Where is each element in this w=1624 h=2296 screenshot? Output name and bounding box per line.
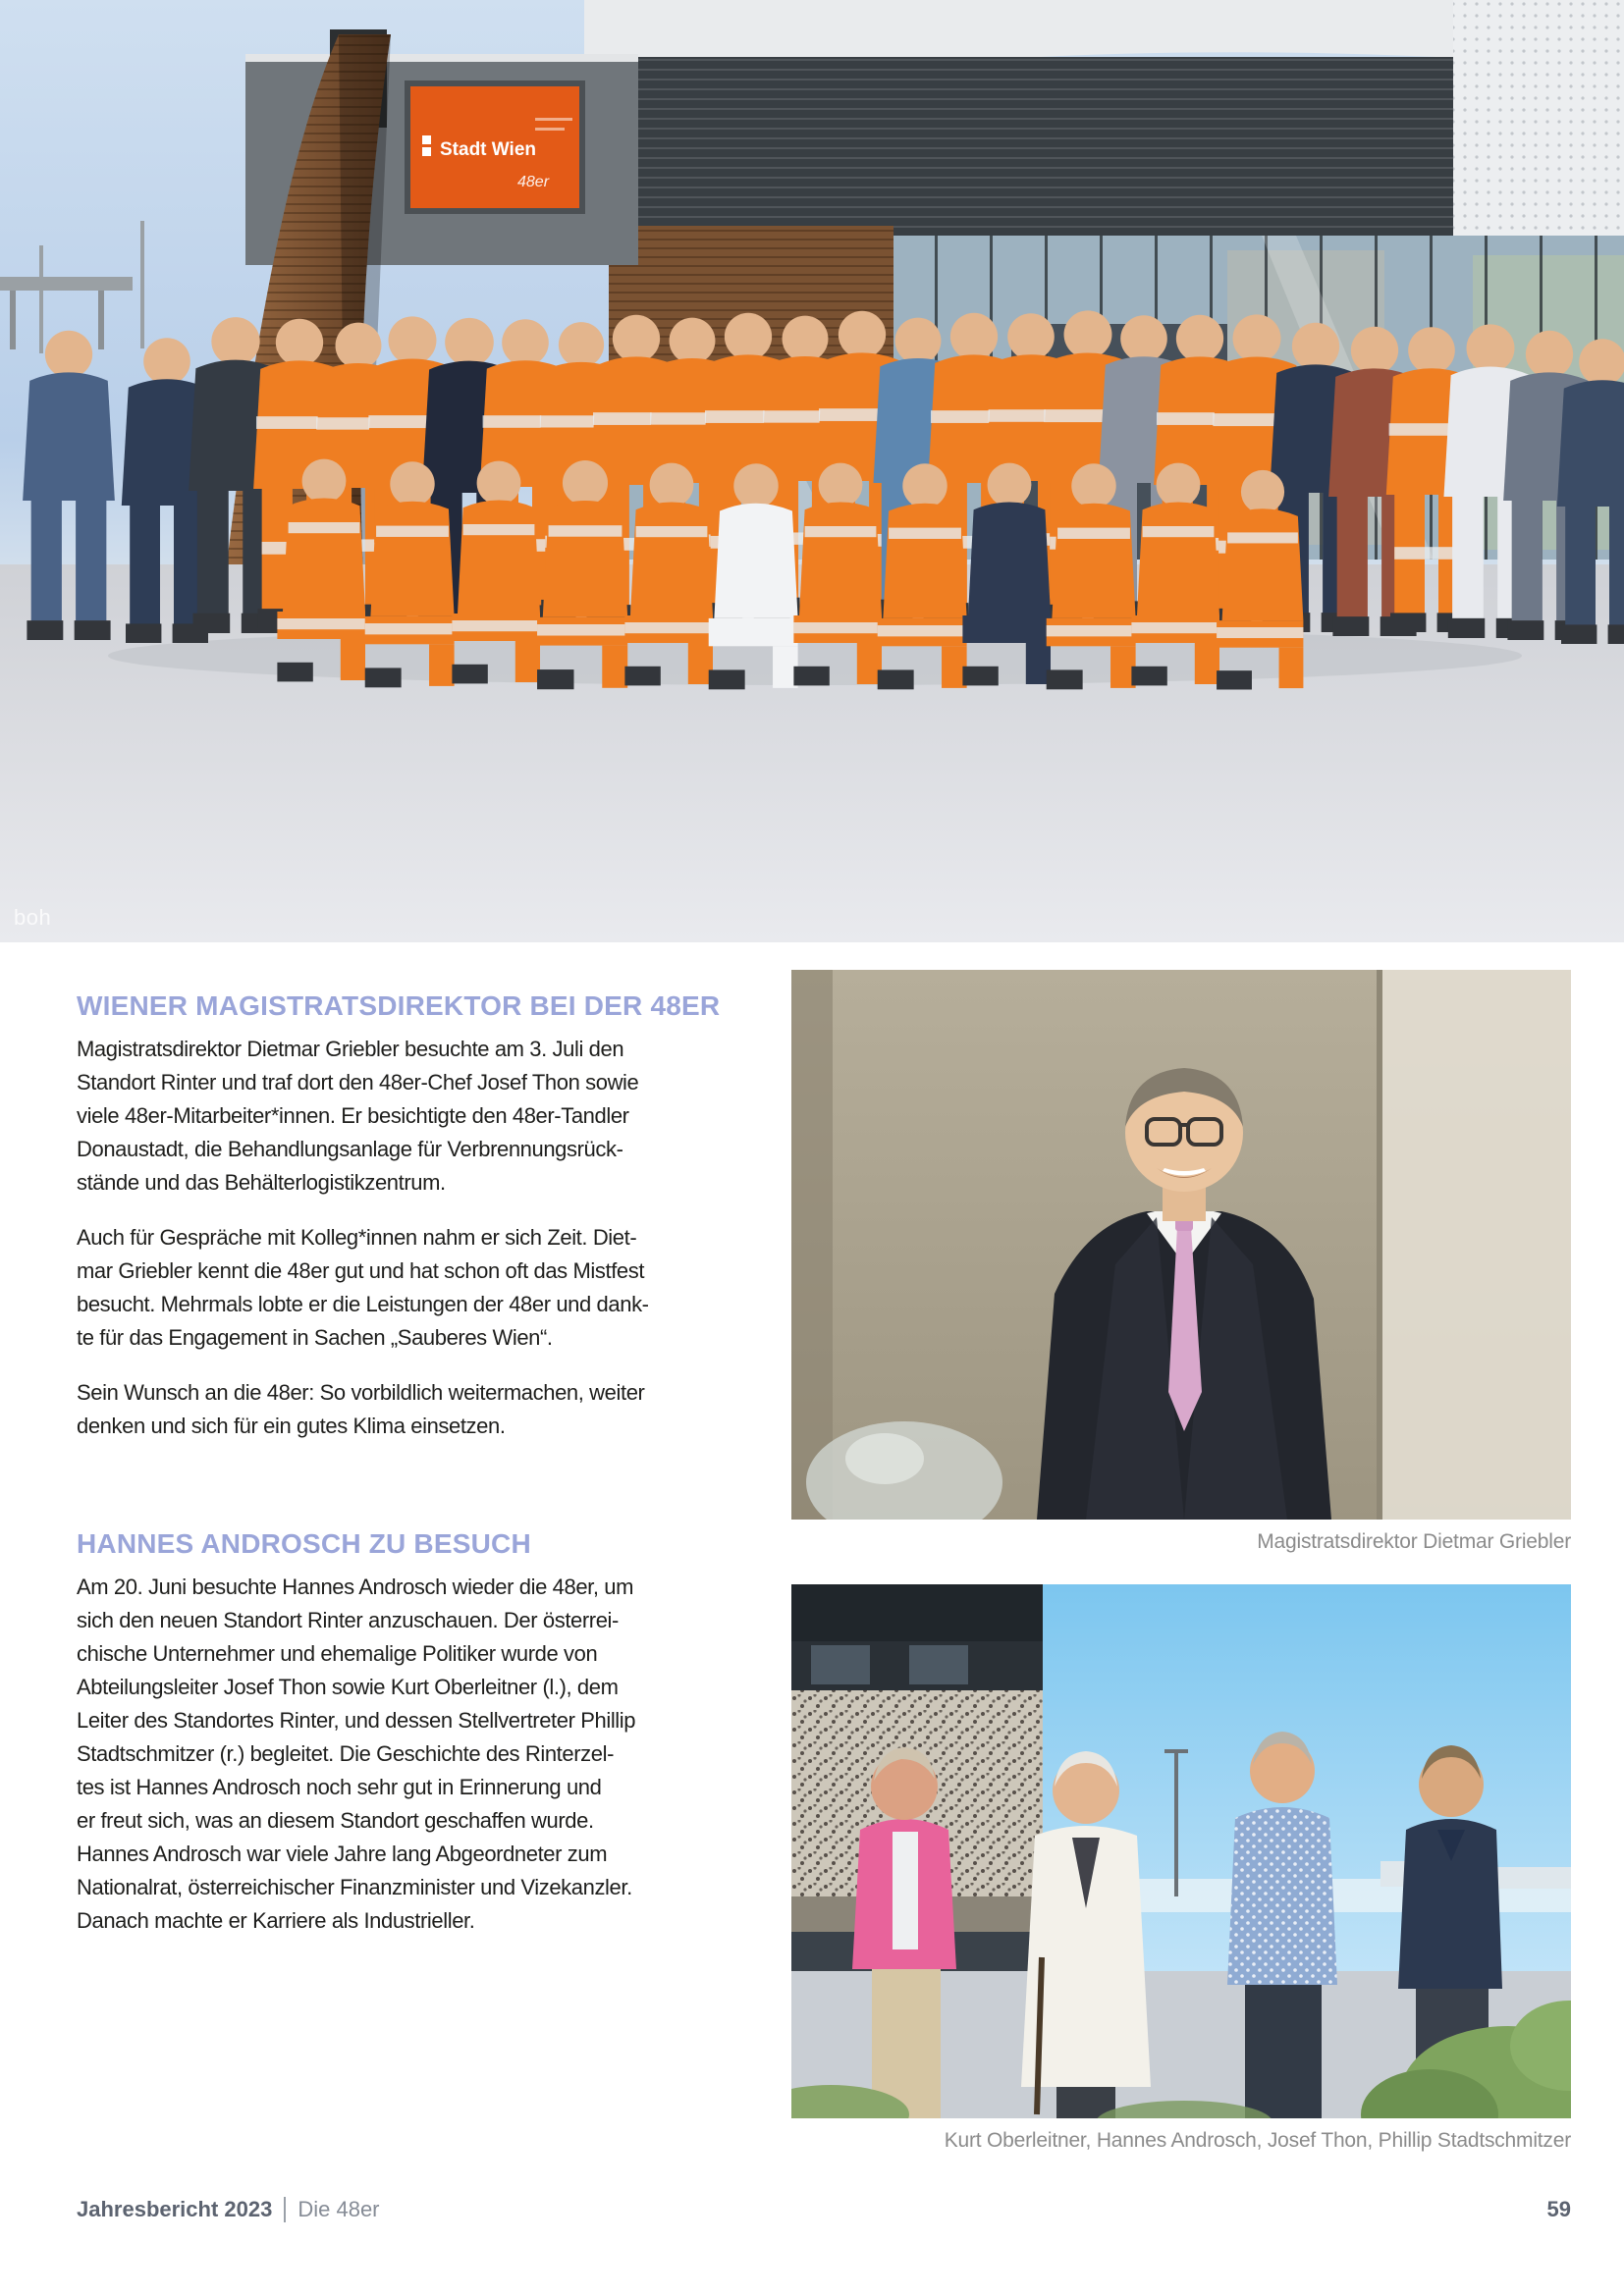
article-paragraph: Auch für Gespräche mit Kolleg*innen nahm er sich Zeit. Diet- mar Griebler kennt die 48er gut und hat schon oft das Mistfest besucht. Mehrmals lobte er die Leistungen der 48er und dank- te für das Engagement in Sachen „Sauberes Wien“.	[77, 1225, 649, 1350]
group-caption: Kurt Oberleitner, Hannes Androsch, Josef Thon, Phillip Stadtschmitzer	[944, 2129, 1571, 2152]
page-footer	[77, 2197, 1571, 2222]
hero-photo	[0, 0, 1624, 942]
portrait-photo-illustration	[791, 970, 1571, 1520]
article-paragraph: Magistratsdirektor Dietmar Griebler besuchte am 3. Juli den Standort Rinter und traf dort den 48er-Chef Josef Thon sowie viele 48er-Mitarbeiter*innen. Er besichtigte den 48er-Tandler Donaustadt, die Behandlungsanlage für Verbrennungsrück- stände und das Behälterlogistikzentrum.	[77, 1037, 639, 1195]
photo-credit-watermark: boh	[14, 905, 52, 930]
article-magistratsdirektor	[77, 989, 764, 1443]
page-number: 59	[1546, 2197, 1571, 2221]
screen-logo-text: 48er	[517, 174, 550, 190]
footer-title	[77, 2197, 380, 2222]
article-paragraph: Am 20. Juni besuchte Hannes Androsch wieder die 48er, um sich den neuen Standort Rinter anzuschauen. Der österrei- chische Unternehmer und ehemalige Politiker wurde von Abteilungsleiter Josef Thon sowie Kurt Oberleitner (l.), dem Leiter des Standortes Rinter, und dessen Stellvertreter Phillip Stadtschmitzer (r.) begleitet. Die Geschichte des Rinterzel- tes ist Hannes Androsch noch sehr gut in Erinnerung und er freut sich, was an diesem Standort geschaffen wurde. Hannes Androsch war viele Jahre lang Abgeordneter zum Nationalrat, österreichischer Finanzminister und Vizekanzler. Danach machte er Karriere als Industrieller.	[77, 1575, 636, 1933]
screen-brand-text: Stadt Wien	[440, 139, 536, 160]
article-heading: HANNES ANDROSCH ZU BESUCH	[77, 1528, 531, 1559]
group-photo-illustration	[791, 1584, 1571, 2118]
footer-report-title: Jahresbericht 2023	[77, 2197, 273, 2221]
portrait-caption: Magistratsdirektor Dietmar Griebler	[1257, 1530, 1571, 1553]
group-photo	[791, 1584, 1571, 2118]
hero-photo-illustration	[0, 0, 1624, 942]
portrait-photo	[791, 970, 1571, 1520]
article-heading: WIENER MAGISTRATSDIREKTOR BEI DER 48ER	[77, 990, 721, 1021]
photo-column	[791, 970, 1571, 2156]
text-column	[77, 989, 764, 1938]
footer-brand: Die 48er	[284, 2197, 379, 2222]
article-paragraph: Sein Wunsch an die 48er: So vorbildlich weitermachen, weiter denken und sich für ein gutes Klima einsetzen.	[77, 1380, 645, 1438]
article-androsch	[77, 1527, 764, 1938]
